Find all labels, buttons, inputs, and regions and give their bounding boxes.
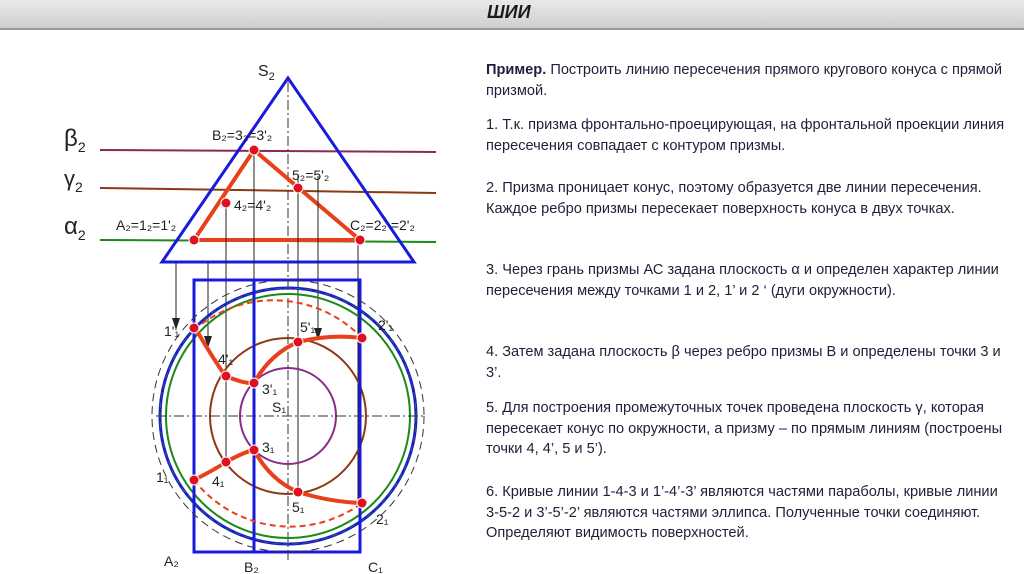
p4p1-label: 4'₁ [218, 351, 234, 367]
example-paragraph [486, 60, 1006, 101]
p42-label: 4₂=4'₂ [234, 197, 272, 213]
example-body: Построить линию пересечения прямого кругового конуса с прямой призмой. [486, 62, 1003, 99]
p41-label: 4₁ [212, 473, 225, 489]
b2-label: B₂=3₂=3'₂ [212, 127, 273, 143]
c1-label: C₁ [368, 559, 383, 574]
a2-label: A₂=1₂=1'₂ [116, 217, 177, 233]
p3p1-label: 3'₁ [262, 381, 278, 397]
step-1: 1. Т.к. призма фронтально-проецирующая, на фронтальной проекции линия пересечения совпадает с контуром призмы. [486, 117, 1005, 154]
construction-drawing [0, 30, 470, 574]
b1-label: B₂ [244, 559, 259, 574]
p1p1-label: 1'₁ [164, 323, 180, 339]
step-3: 3. Через грань призмы АС задана плоскость α и определен характер линии пересечения между точками 1 и 2, 1’ и 2 ‘ (дуги окружности). [486, 262, 999, 299]
p31-label: 3₁ [262, 439, 275, 455]
c2-label: C₂=2₂ =2'₂ [350, 217, 415, 233]
gamma-label: $\gamma_2$ [64, 166, 83, 195]
p51-label: 5₁ [292, 499, 305, 515]
p21-label: 2₁ [376, 511, 389, 527]
upper-arc-dashed [194, 300, 362, 338]
s1-label: S₁ [272, 399, 287, 415]
step-4: 4. Затем задана плоскость β через ребро призмы В и определены точки 3 и 3’. [486, 344, 1001, 381]
a1-label: A₂ [164, 553, 179, 569]
prism-front-projection [194, 150, 360, 240]
p5p1-label: 5'₁ [300, 319, 316, 335]
front-points [189, 145, 365, 245]
step-6: 6. Кривые линии 1-4-3 и 1’-4’-3’ являются частями параболы, кривые линии 3-5-2 и 3’-5’-2’ являются частями эллипса. Полученные точки соединяют. Определяют видимость поверхностей. [486, 484, 998, 541]
beta-label: $\beta_2$ [64, 125, 86, 155]
s2-label: $S_2$ [258, 63, 275, 83]
step-5: 5. Для построения промежуточных точек проведена плоскость γ, которая пересекает конус по окружности, а призму – по прямым линиям (построены точки 4, 4’, 5 и 5’). [486, 400, 1003, 457]
example-label: Пример. [486, 62, 547, 78]
slide-title: ШИИ [487, 2, 531, 22]
p52-label: 5₂=5'₂ [292, 167, 330, 183]
title-bar [0, 0, 1024, 30]
beta-plane-line [100, 150, 436, 152]
alpha-label: $\alpha_2$ [64, 213, 86, 243]
p11-label: 1₁ [156, 469, 169, 485]
step-2: 2. Призма проницает конус, поэтому образуется две линии пересечения. Каждое ребро призмы пересекает поверхность конуса в двух точках. [486, 180, 982, 217]
p2p1-label: 2'₁ [378, 317, 394, 333]
gamma-plane-line [100, 188, 436, 193]
